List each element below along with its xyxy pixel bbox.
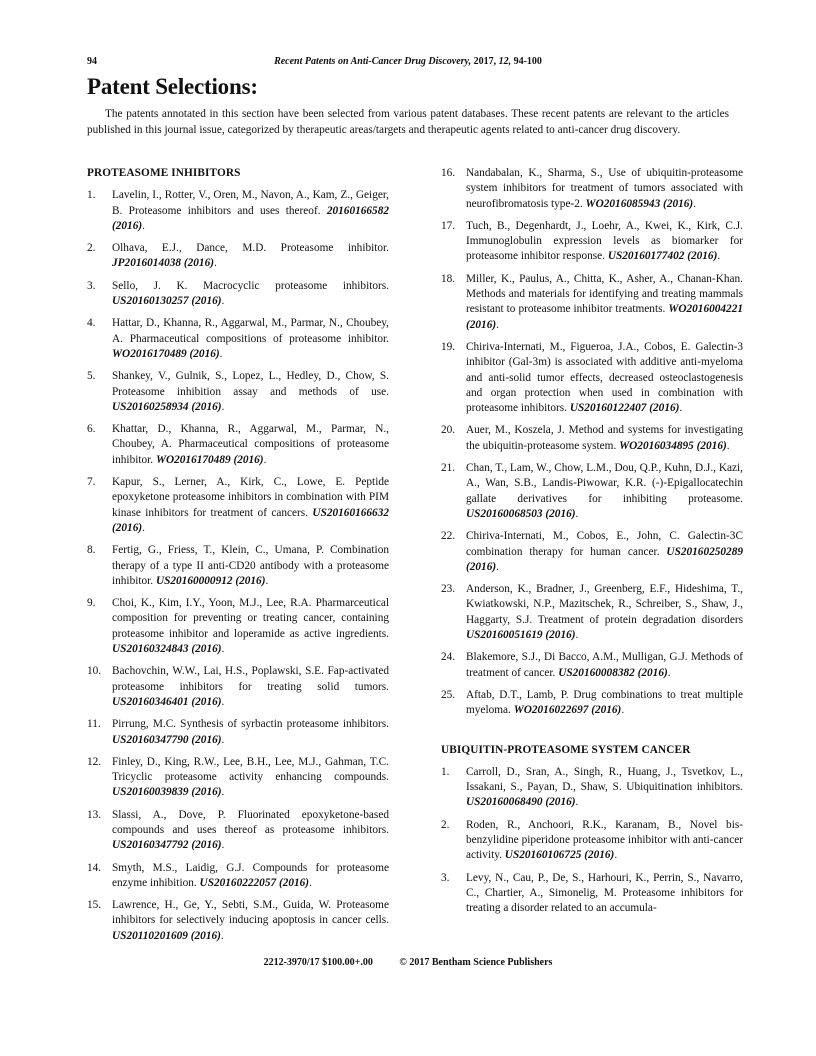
reference-item: 23. Anderson, K., Bradner, J., Greenberg, E.F., Hideshima, T., Kwiatkowski, N.P., Mazitschek, R., Schreiber, S., Shaw, J., Haggarty, S.J. Treatment of protein degradation disorders US20160051619 (2016).	[441, 583, 743, 642]
patent-number: US20160166632 (2016)	[112, 506, 389, 534]
patent-number: US20160324843 (2016)	[112, 643, 222, 656]
patent-number: US20160051619 (2016)	[466, 629, 576, 642]
patent-number: US20160347792 (2016)	[112, 839, 222, 852]
reference-number: 13.	[87, 808, 102, 821]
reference-text: Auer, M., Koszela, J. Method and systems for investigating the ubiquitin-proteasome system.	[466, 424, 743, 452]
right-column	[441, 166, 743, 923]
reference-number: 2.	[441, 818, 450, 831]
reference-number: 25.	[441, 688, 456, 701]
reference-number: 16.	[441, 167, 456, 179]
patent-number: US20160106725 (2016)	[504, 849, 615, 862]
reference-number: 11.	[87, 718, 101, 731]
reference-text: Chiriva-Internati, M., Figueroa, J.A., Cobos, E. Galectin-3 inhibitor (Gal-3m) is associated with additive anti-myeloma and anti-solid tumor effects, decreased osteoclastogenesis and organ protection when used in combination with proteasome inhibitors.	[466, 340, 743, 415]
reference-item: 19. Chiriva-Internati, M., Figueroa, J.A., Cobos, E. Galectin-3 inhibitor (Gal-3m) is associated with additive anti-myeloma and anti-solid tumor effects, decreased osteoclastogenesis and organ protection when used in combination with proteasome inhibitors. US20160122407 (2016).	[441, 340, 743, 415]
reference-number: 7.	[87, 476, 96, 489]
reference-number: 1.	[441, 765, 450, 778]
reference-number: 3.	[441, 871, 450, 884]
reference-text: Olhava, E.J., Dance, M.D. Proteasome inhibitor.	[112, 242, 389, 255]
reference-number: 20.	[441, 424, 456, 437]
reference-text: Hattar, D., Khanna, R., Aggarwal, M., Parmar, N., Choubey, A. Pharmaceutical compositions of proteasome inhibitor.	[112, 317, 389, 345]
intro-paragraph: The patents annotated in this section have been selected from various patent databases. These recent patents are relevant to the articles published in this journal issue, categorized by therapeutic areas/targets and therapeutic agents related to anti-cancer drug discovery.	[87, 108, 729, 136]
patent-number: WO2016170489 (2016)	[155, 453, 264, 466]
patent-number: US20160130257 (2016)	[112, 295, 222, 308]
journal-name: Recent Patents on Anti-Cancer Drug Discovery,	[274, 56, 472, 67]
reference-item: 1. Carroll, D., Sran, A., Singh, R., Huang, J., Tsvetkov, L., Issakani, S., Payan, D., Shaw, S. Ubiquitination inhibitors. US20160068490 (2016).	[441, 765, 743, 809]
reference-text: Bachovchin, W.W., Lai, H.S., Poplawski, S.E. Fap-activated proteasome inhibitors for treating solid tumors.	[112, 665, 389, 693]
reference-number: 5.	[87, 370, 96, 383]
journal-year: 2017,	[471, 56, 499, 67]
journal-citation	[87, 56, 729, 67]
patent-number: US20160177402 (2016)	[607, 250, 718, 263]
running-header	[87, 56, 729, 70]
reference-text: Finley, D., King, R.W., Lee, B.H., Lee, M.J., Gahman, T.C. Tricyclic proteasome activity enhancing compounds.	[112, 755, 389, 784]
reference-number: 17.	[441, 219, 456, 232]
page-number: 94	[87, 56, 97, 67]
reference-item: 22. Chiriva-Internati, M., Cobos, E., John, C. Galectin-3C combination therapy for human cancer. US20160250289 (2016).	[441, 530, 743, 573]
reference-text: Chiriva-Internati, M., Cobos, E., John, C. Galectin-3C combination therapy for human cancer.	[466, 530, 743, 558]
patent-number: US20160008382 (2016)	[558, 666, 668, 679]
issn-price: 2212-3970/17 $100.00+.00	[263, 957, 373, 968]
reference-item: 25. Aftab, D.T., Lamb, P. Drug combinations to treat multiple myeloma. WO2016022697 (2016).	[441, 688, 743, 717]
patent-number: WO2016170489 (2016)	[112, 347, 220, 360]
reference-item: 1. Lavelin, I., Rotter, V., Oren, M., Navon, A., Kam, Z., Geiger, B. Proteasome inhibitors and uses thereof. 20160166582 (2016).	[87, 189, 389, 232]
reference-text: Slassi, A., Dove, P. Fluorinated epoxyketone-based compounds and uses thereof as proteasome inhibitors.	[112, 808, 389, 836]
patent-number: US20160068490 (2016)	[466, 796, 576, 809]
patent-number: US20160222057 (2016)	[199, 876, 310, 889]
reference-number: 15.	[87, 899, 102, 912]
reference-number: 4.	[87, 317, 96, 330]
reference-text: Smyth, M.S., Laidig, G.J. Compounds for proteasome enzyme inhibition.	[112, 861, 389, 889]
reference-item: 10. Bachovchin, W.W., Lai, H.S., Poplawski, S.E. Fap-activated proteasome inhibitors for treating solid tumors. US20160346401 (2016).	[87, 665, 389, 708]
reference-number: 9.	[87, 597, 96, 610]
reference-item: 21. Chan, T., Lam, W., Chow, L.M., Dou, Q.P., Kuhn, D.J., Kazi, A., Wan, S.B., Landis-Piwowar, K.R. (-)-Epigallocatechin gallate derivatives for inhibiting proteasome. US20160068503 (2016).	[441, 462, 743, 520]
reference-text: Shankey, V., Gulnik, S., Lopez, L., Hedley, D., Chow, S. Proteasome inhibition assay and methods of use.	[112, 370, 389, 398]
reference-item: 15. Lawrence, H., Ge, Y., Sebti, S.M., Guida, W. Proteasome inhibitors for selectively inducing apoptosis in cancer cells. US20110201609 (2016).	[87, 899, 389, 942]
reference-item: 11. Pirrung, M.C. Synthesis of syrbactin proteasome inhibitors. US20160347790 (2016).	[87, 718, 389, 746]
patent-number: US20160039839 (2016)	[112, 786, 222, 799]
patent-number: US20160346401 (2016)	[112, 695, 222, 708]
reference-text: Pirrung, M.C. Synthesis of syrbactin proteasome inhibitors.	[112, 718, 389, 731]
reference-item: 9. Choi, K., Kim, I.Y., Yoon, M.J., Lee, R.A. Pharmarceutical composition for preventing or treating cancer, containing proteasome inhibitor and loperamide as active ingredients. US20160324843 (2016).	[87, 597, 389, 656]
journal-pages: 94-100	[511, 56, 542, 67]
page-footer	[0, 957, 816, 968]
reference-text: Levy, N., Cau, P., De, S., Harhouri, K., Perrin, S., Navarro, C., Chartier, A., Simonelig, M. Proteasome inhibitors for treating a disorder related to an accumula-	[466, 871, 743, 915]
reference-number: 2.	[87, 242, 96, 255]
reference-number: 10.	[87, 665, 102, 678]
patent-number: US20110201609 (2016)	[112, 929, 221, 942]
reference-item: 12. Finley, D., King, R.W., Lee, B.H., Lee, M.J., Gahman, T.C. Tricyclic proteasome activity enhancing compounds. US20160039839 (2016).	[87, 755, 389, 799]
patent-number: WO2016034895 (2016)	[619, 439, 727, 452]
reference-item: 3. Sello, J. K. Macrocyclic proteasome inhibitors. US20160130257 (2016).	[87, 279, 389, 308]
reference-text: Chan, T., Lam, W., Chow, L.M., Dou, Q.P., Kuhn, D.J., Kazi, A., Wan, S.B., Landis-Piwowar, K.R. (-)-Epigallocatechin gallate derivatives for inhibiting proteasome.	[466, 462, 743, 505]
patent-number: US20160000912 (2016)	[155, 574, 266, 587]
patent-number: US20160250289 (2016)	[466, 545, 743, 573]
reference-list	[441, 765, 743, 917]
reference-item: 16. Nandabalan, K., Sharma, S., Use of ubiquitin-proteasome system inhibitors for treatment of tumors associated with neurofibromatosis type-2. WO2016085943 (2016).	[441, 167, 743, 210]
section-heading: PROTEASOME INHIBITORS	[87, 167, 241, 179]
reference-number: 6.	[87, 423, 96, 436]
reference-item: 18. Miller, K., Paulus, A., Chitta, K., Asher, A., Chanan-Khan. Methods and materials for identifying and treating mammals resistant to proteasome inhibitor treatments. WO2016004221 (2016).	[441, 272, 743, 331]
reference-list	[441, 166, 743, 719]
reference-number: 23.	[441, 583, 456, 596]
reference-item: 24. Blakemore, S.J., Di Bacco, A.M., Mulligan, G.J. Methods of treatment of cancer. US20160008382 (2016).	[441, 651, 743, 679]
reference-text: Lawrence, H., Ge, Y., Sebti, S.M., Guida, W. Proteasome inhibitors for selectively inducing apoptosis in cancer cells.	[112, 899, 389, 927]
reference-text: Anderson, K., Bradner, J., Greenberg, E.F., Hideshima, T., Kwiatkowski, N.P., Mazitschek, R., Schreiber, S., Shaw, J., Haggarty, S.J. Treatment of protein degradation disorders	[466, 583, 743, 626]
reference-item	[441, 871, 743, 917]
patent-number: US20160347790 (2016)	[112, 733, 222, 746]
left-column	[87, 166, 389, 951]
reference-number: 8.	[87, 544, 96, 557]
reference-text: Lavelin, I., Rotter, V., Oren, M., Navon, A., Kam, Z., Geiger, B. Proteasome inhibitors and uses thereof.	[112, 189, 389, 217]
reference-number: 3.	[87, 279, 96, 292]
reference-text: Roden, R., Anchoori, R.K., Karanam, B., Novel bis-benzylidine piperidone proteasome inhibitor with anti-cancer activity.	[466, 818, 743, 862]
reference-number: 19.	[441, 340, 456, 353]
reference-text: Nandabalan, K., Sharma, S., Use of ubiquitin-proteasome system inhibitors for treatment of tumors associated with neurofibromatosis type-2.	[466, 167, 743, 210]
page-title: Patent Selections:	[87, 74, 258, 99]
patent-number: WO2016085943 (2016)	[585, 197, 694, 210]
reference-number: 18.	[441, 272, 456, 285]
patent-number: JP2016014038 (2016)	[112, 257, 214, 270]
reference-text: Kapur, S., Lerner, A., Kirk, C., Lowe, E. Peptide epoxyketone proteasome inhibitors in combination with PIM kinase inhibitors for treatment of cancers.	[112, 476, 389, 519]
reference-number: 22.	[441, 530, 456, 543]
patent-number: US20160068503 (2016)	[466, 507, 576, 520]
patent-number: WO2016004221 (2016)	[466, 303, 743, 331]
section-heading: UBIQUITIN-PROTEASOME SYSTEM CANCER	[441, 743, 691, 756]
reference-item: 2. Olhava, E.J., Dance, M.D. Proteasome inhibitor. JP2016014038 (2016).	[87, 242, 389, 270]
reference-item: 8. Fertig, G., Friess, T., Klein, C., Umana, P. Combination therapy of a type II anti-CD20 antibody with a proteasome inhibitor. US20160000912 (2016).	[87, 544, 389, 587]
reference-text: Khattar, D., Khanna, R., Aggarwal, M., Parmar, N., Choubey, A. Pharmaceutical compositions of proteasome inhibitor.	[112, 423, 389, 466]
reference-item: 7. Kapur, S., Lerner, A., Kirk, C., Lowe, E. Peptide epoxyketone proteasome inhibitors in combination with PIM kinase inhibitors for treatment of cancers. US20160166632 (2016).	[87, 476, 389, 534]
reference-text: Sello, J. K. Macrocyclic proteasome inhibitors.	[112, 279, 389, 292]
reference-list	[87, 188, 389, 944]
patent-number: US20160258934 (2016)	[112, 400, 222, 413]
reference-item: 5. Shankey, V., Gulnik, S., Lopez, L., Hedley, D., Chow, S. Proteasome inhibition assay and methods of use. US20160258934 (2016).	[87, 370, 389, 413]
patent-number: WO2016022697 (2016)	[513, 704, 622, 717]
reference-number: 1.	[87, 189, 96, 202]
reference-text: Miller, K., Paulus, A., Chitta, K., Asher, A., Chanan-Khan. Methods and materials for identifying and treating mammals resistant to proteasome inhibitor treatments.	[466, 272, 743, 316]
reference-text: Aftab, D.T., Lamb, P. Drug combinations to treat multiple myeloma.	[466, 688, 743, 717]
reference-item: 6. Khattar, D., Khanna, R., Aggarwal, M., Parmar, N., Choubey, A. Pharmaceutical compositions of proteasome inhibitor. WO2016170489 (2016).	[87, 423, 389, 466]
reference-text: Carroll, D., Sran, A., Singh, R., Huang, J., Tsvetkov, L., Issakani, S., Payan, D., Shaw, S. Ubiquitination inhibitors.	[466, 765, 743, 794]
patent-number: US20160122407 (2016)	[569, 402, 680, 415]
reference-text: Tuch, B., Degenhardt, J., Loehr, A., Kwei, K., Kirk, C.J. Immunoglobulin expression levels as biomarker for proteasome inhibitor response.	[466, 219, 743, 263]
reference-item: 14. Smyth, M.S., Laidig, G.J. Compounds for proteasome enzyme inhibition. US20160222057 (2016).	[87, 861, 389, 889]
reference-number: 24.	[441, 651, 456, 664]
reference-number: 21.	[441, 462, 456, 475]
reference-text: Choi, K., Kim, I.Y., Yoon, M.J., Lee, R.A. Pharmarceutical composition for preventing or treating cancer, containing proteasome inhibitor and loperamide as active ingredients.	[112, 597, 389, 640]
reference-number: 12.	[87, 755, 102, 768]
reference-item: 20. Auer, M., Koszela, J. Method and systems for investigating the ubiquitin-proteasome system. WO2016034895 (2016).	[441, 424, 743, 452]
reference-item: 17. Tuch, B., Degenhardt, J., Loehr, A., Kwei, K., Kirk, C.J. Immunoglobulin expression levels as biomarker for proteasome inhibitor response. US20160177402 (2016).	[441, 219, 743, 263]
reference-item: 2. Roden, R., Anchoori, R.K., Karanam, B., Novel bis-benzylidine piperidone proteasome inhibitor with anti-cancer activity. US20160106725 (2016).	[441, 818, 743, 862]
journal-volume: 12,	[498, 56, 512, 67]
reference-number: 14.	[87, 861, 102, 874]
reference-text: Blakemore, S.J., Di Bacco, A.M., Mulligan, G.J. Methods of treatment of cancer.	[466, 651, 743, 679]
reference-item: 13. Slassi, A., Dove, P. Fluorinated epoxyketone-based compounds and uses thereof as proteasome inhibitors. US20160347792 (2016).	[87, 808, 389, 852]
copyright: © 2017 Bentham Science Publishers	[399, 957, 553, 968]
reference-item: 4. Hattar, D., Khanna, R., Aggarwal, M., Parmar, N., Choubey, A. Pharmaceutical compositions of proteasome inhibitor. WO2016170489 (2016).	[87, 317, 389, 360]
patent-number: 20160166582 (2016)	[112, 204, 389, 232]
reference-text: Fertig, G., Friess, T., Klein, C., Umana, P. Combination therapy of a type II anti-CD20 antibody with a proteasome inhibitor.	[112, 544, 389, 587]
